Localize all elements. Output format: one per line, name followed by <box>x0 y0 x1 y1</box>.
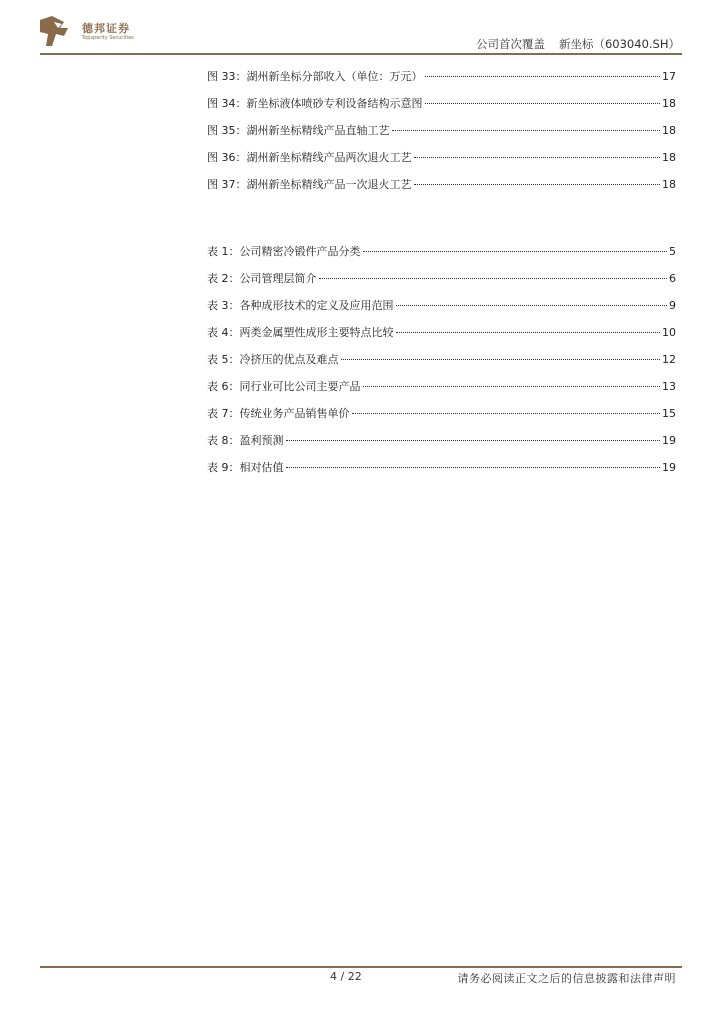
toc-entry-page: 18 <box>662 178 676 191</box>
toc-entry-label: 表 5：冷挤压的优点及难点 <box>207 353 339 366</box>
toc-entry-table-6[interactable] <box>207 378 676 405</box>
report-type: 公司首次覆盖 <box>475 37 545 51</box>
figure-list <box>207 68 676 203</box>
footer-divider <box>40 966 682 968</box>
toc-entry-page: 10 <box>662 326 676 339</box>
toc-entry-table-2[interactable] <box>207 270 676 297</box>
toc-entry-page: 17 <box>662 70 676 83</box>
toc-leader-dots <box>414 184 661 185</box>
toc-leader-dots <box>396 305 668 306</box>
toc-entry-figure-33[interactable] <box>207 68 676 95</box>
toc-entry-page: 12 <box>662 353 676 366</box>
toc-entry-label: 表 3：各种成形技术的定义及应用范围 <box>207 299 394 312</box>
toc-entry-table-5[interactable] <box>207 351 676 378</box>
toc-entry-page: 18 <box>662 124 676 137</box>
toc-entry-figure-35[interactable] <box>207 122 676 149</box>
toc-leader-dots <box>425 76 661 77</box>
logo-emblem-icon <box>38 14 78 48</box>
toc-entry-label: 表 8：盈利预测 <box>207 434 284 447</box>
toc-leader-dots <box>286 467 661 468</box>
toc-entry-page: 9 <box>669 299 676 312</box>
toc-entry-label: 图 36：湖州新坐标精线产品两次退火工艺 <box>207 151 412 164</box>
toc-entry-label: 表 1：公司精密冷锻件产品分类 <box>207 245 361 258</box>
toc-leader-dots <box>341 359 661 360</box>
company-ticker: 新坐标（603040.SH） <box>558 37 680 51</box>
toc-entry-page: 18 <box>662 97 676 110</box>
toc-entry-page: 19 <box>662 461 676 474</box>
toc-entry-page: 5 <box>669 245 676 258</box>
toc-leader-dots <box>352 413 661 414</box>
company-logo <box>38 14 168 50</box>
toc-entry-label: 图 35：湖州新坐标精线产品直轴工艺 <box>207 124 390 137</box>
toc-entry-label: 表 4：两类金属塑性成形主要特点比较 <box>207 326 394 339</box>
toc-leader-dots <box>414 157 661 158</box>
header-divider <box>40 53 682 55</box>
logo-name: 德邦证券 <box>82 22 130 35</box>
logo-english-name: Topsperity Securities <box>82 35 134 41</box>
toc-entry-table-8[interactable] <box>207 432 676 459</box>
toc-entry-page: 18 <box>662 151 676 164</box>
header-info <box>476 36 680 52</box>
page-number: 4 / 22 <box>330 970 362 983</box>
toc-leader-dots <box>363 251 668 252</box>
toc-leader-dots <box>392 130 661 131</box>
toc-entry-label: 表 7：传统业务产品销售单价 <box>207 407 350 420</box>
toc-leader-dots <box>425 103 661 104</box>
toc-leader-dots <box>286 440 661 441</box>
toc-leader-dots <box>396 332 661 333</box>
toc-entry-label: 图 34：新坐标液体喷砂专利设备结构示意图 <box>207 97 423 110</box>
toc-entry-label: 表 9：相对估值 <box>207 461 284 474</box>
toc-entry-label: 图 33：湖州新坐标分部收入（单位：万元） <box>207 70 423 83</box>
disclaimer-note: 请务必阅读正文之后的信息披露和法律声明 <box>457 972 676 985</box>
toc-entry-table-1[interactable] <box>207 243 676 270</box>
toc-entry-figure-34[interactable] <box>207 95 676 122</box>
toc-entry-figure-37[interactable] <box>207 176 676 203</box>
table-list <box>207 243 676 486</box>
toc-entry-label: 表 2：公司管理层简介 <box>207 272 317 285</box>
toc-entry-label: 图 37：湖州新坐标精线产品一次退火工艺 <box>207 178 412 191</box>
toc-entry-page: 15 <box>662 407 676 420</box>
toc-entry-table-4[interactable] <box>207 324 676 351</box>
toc-entry-figure-36[interactable] <box>207 149 676 176</box>
toc-entry-table-9[interactable] <box>207 459 676 486</box>
toc-leader-dots <box>319 278 668 279</box>
toc-entry-table-7[interactable] <box>207 405 676 432</box>
toc-entry-page: 13 <box>662 380 676 393</box>
toc-entry-table-3[interactable] <box>207 297 676 324</box>
toc-entry-page: 6 <box>669 272 676 285</box>
toc-entry-page: 19 <box>662 434 676 447</box>
toc-leader-dots <box>363 386 661 387</box>
toc-entry-label: 表 6：同行业可比公司主要产品 <box>207 380 361 393</box>
